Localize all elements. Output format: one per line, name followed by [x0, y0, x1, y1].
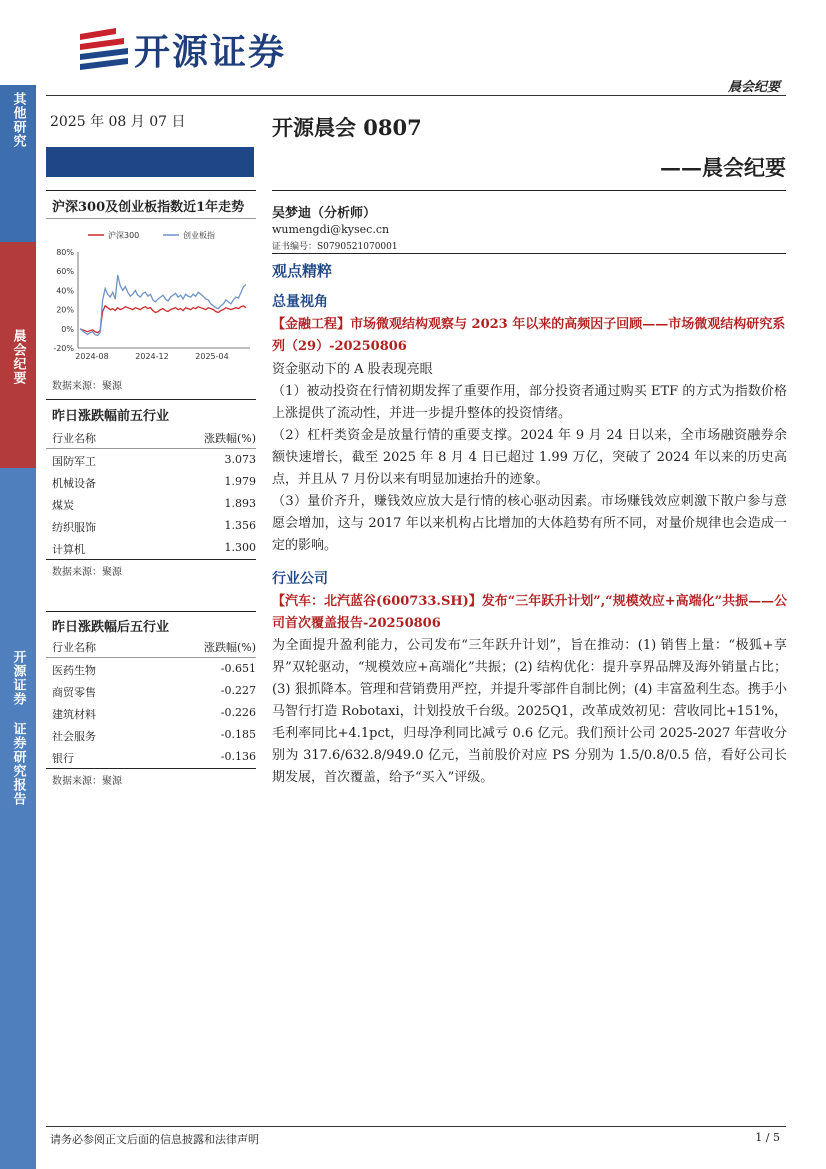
legend-label: 创业板指 [183, 231, 215, 240]
article1-intro: 资金驱动下的 A 股表现亮眼 [272, 362, 433, 377]
side-label-mid: 晨会纪要 [10, 329, 26, 385]
header-divider [46, 95, 786, 96]
header-doc-type: 晨会纪要 [727, 80, 780, 95]
bottom5-table [46, 635, 256, 769]
y-tick-label: 20% [56, 305, 74, 315]
row-name: 社会服务 [52, 730, 96, 743]
row-name: 建筑材料 [52, 708, 96, 721]
row-name: 纺织服饰 [52, 521, 96, 534]
row-name: 机械设备 [52, 477, 96, 490]
table-header-row [46, 426, 256, 449]
table-row [46, 702, 256, 724]
series-line [80, 306, 246, 333]
side-strip-top [0, 85, 36, 242]
side-strip-bot [0, 468, 36, 1169]
row-value: -0.651 [220, 662, 256, 675]
left-divider [46, 218, 256, 219]
row-name: 银行 [52, 752, 74, 765]
section-macro: 总量视角 [272, 294, 328, 310]
index-trend-chart [48, 226, 258, 371]
table-row [46, 680, 256, 702]
section-industry: 行业公司 [272, 571, 328, 587]
row-value: 1.979 [224, 475, 256, 488]
row-value: 3.073 [224, 453, 256, 466]
article1-point1: （1）被动投资在行情初期发挥了重要作用，部分投资者通过购买 ETF 的方式为指数价格上涨提供了流动性，并进一步提升整体的投资情绪。 [272, 384, 787, 421]
chart-heading: 沪深300及创业板指数近1年走势 [52, 200, 245, 215]
row-value: 1.300 [224, 541, 256, 554]
y-tick-label: -20% [53, 344, 74, 353]
col-header-value: 涨跌幅(%) [203, 432, 256, 445]
top5-source: 数据来源：聚源 [52, 567, 122, 578]
left-divider [46, 611, 256, 612]
analyst-cert: 证书编号：S0790521070001 [272, 242, 398, 252]
col-header-name: 行业名称 [52, 641, 96, 654]
page-number: 1 / 5 [755, 1131, 780, 1144]
bottom5-source: 数据来源：聚源 [52, 776, 122, 787]
article1-point3: （3）量价齐升，赚钱效应放大是行情的核心驱动因素。市场赚钱效应刺激下散户参与意愿会增加，这与 2017 年以来机构占比增加的大体趋势有所不同，对量价规律也会造成一定的影响。 [272, 494, 787, 553]
footer-divider [46, 1126, 786, 1127]
right-divider [272, 190, 786, 191]
row-value: 1.893 [224, 497, 256, 510]
table-row [46, 449, 256, 471]
x-tick-label: 2024-08 [75, 352, 109, 361]
col-header-name: 行业名称 [52, 432, 96, 445]
y-tick-label: 80% [56, 248, 74, 257]
chart-source: 数据来源：聚源 [52, 381, 122, 392]
row-name: 医药生物 [52, 664, 96, 677]
table-row [46, 471, 256, 493]
article2-body: 为全面提升盈利能力，公司发布“三年跃升计划”，旨在推动：(1) 销售上量：“极狐+享界”双轮驱动，“规模效应+高端化”共振；(2) 结构优化：提升享界品牌及海外销量占比；(3) 狠抓降本。管理和营销费用严控，并提升零部件自制比例；(4) 丰富盈利生态。携手小马智行打造 Robotaxi，计划投放千台级。2025Q1，改革成效初见：营收同比+151%，毛利率同比+4.1pct，归母净利同比减亏 0.6 亿元。我们预计公司 2025-2027 年营收分别为 317.6/632.8/949.0 亿元，当前股价对应 PS 分别为 1.5/0.8/0.5 倍，看好公司长期发展，首次覆盖，给予“买入”评级。 [272, 638, 787, 785]
x-tick-label: 2025-04 [195, 352, 229, 361]
table-row [46, 724, 256, 746]
article1-point2: （2）杠杆类资金是放量行情的重要支撑。2024 年 9 月 24 日以来，全市场融资融券余额快速增长，截至 2025 年 8 月 4 日已超过 1.99 万亿，突破了 2024 年以来的历史高点，并且从 7 月份以来有明显加速抬升的迹象。 [272, 428, 787, 487]
decorative-bar [46, 147, 254, 177]
side-strip-mid [0, 242, 36, 468]
table-row [46, 658, 256, 680]
article1-heading[interactable]: 【金融工程】市场微观结构观察与 2023 年以来的高频因子回顾——市场微观结构研究系列（29）-20250806 [272, 317, 786, 354]
row-value: -0.136 [220, 750, 256, 763]
bottom5-heading: 昨日涨跌幅后五行业 [52, 620, 170, 635]
table-header-row [46, 635, 256, 658]
right-divider [272, 253, 786, 254]
y-tick-label: 40% [56, 286, 74, 296]
left-divider [46, 190, 256, 191]
y-tick-label: 0% [61, 324, 74, 334]
article2-heading[interactable]: 【汽车：北汽蓝谷(600733.SH)】发布“三年跃升计划”,“规模效应+高端化”共振——公司首次覆盖报告-20250806 [272, 594, 788, 631]
table-row [46, 515, 256, 537]
legend-label: 沪深300 [108, 231, 140, 240]
page-subtitle: ——晨会纪要 [660, 155, 786, 180]
row-value: 1.356 [224, 519, 256, 532]
side-label-bot: 开源证券 证券研究报告 [10, 650, 26, 806]
left-divider [46, 399, 256, 400]
y-tick-label: 60% [56, 267, 74, 277]
row-name: 煤炭 [52, 499, 74, 512]
analyst-name: 吴梦迪（分析师） [272, 206, 377, 221]
analyst-email[interactable]: wumengdi@kysec.cn [272, 223, 390, 236]
row-name: 计算机 [52, 543, 85, 556]
table-row [46, 537, 256, 560]
page-title: 开源晨会 0807 [272, 115, 422, 140]
table-row [46, 493, 256, 515]
brand-logo-icon [76, 26, 132, 72]
col-header-value: 涨跌幅(%) [203, 641, 256, 654]
row-value: -0.226 [220, 706, 256, 719]
table-row [46, 746, 256, 769]
x-tick-label: 2024-12 [135, 352, 169, 361]
brand-name: 开源证券 [134, 32, 287, 73]
section-viewpoint: 观点精粹 [272, 262, 333, 280]
side-label-top: 其他研究 [10, 92, 26, 148]
top5-table [46, 426, 256, 560]
row-value: -0.227 [220, 684, 256, 697]
top5-heading: 昨日涨跌幅前五行业 [52, 409, 170, 424]
report-date: 2025 年 08 月 07 日 [50, 114, 186, 130]
row-name: 商贸零售 [52, 686, 96, 699]
footer-disclaimer: 请务必参阅正文后面的信息披露和法律声明 [50, 1133, 259, 1146]
row-value: -0.185 [220, 728, 256, 741]
row-name: 国防军工 [52, 455, 96, 468]
